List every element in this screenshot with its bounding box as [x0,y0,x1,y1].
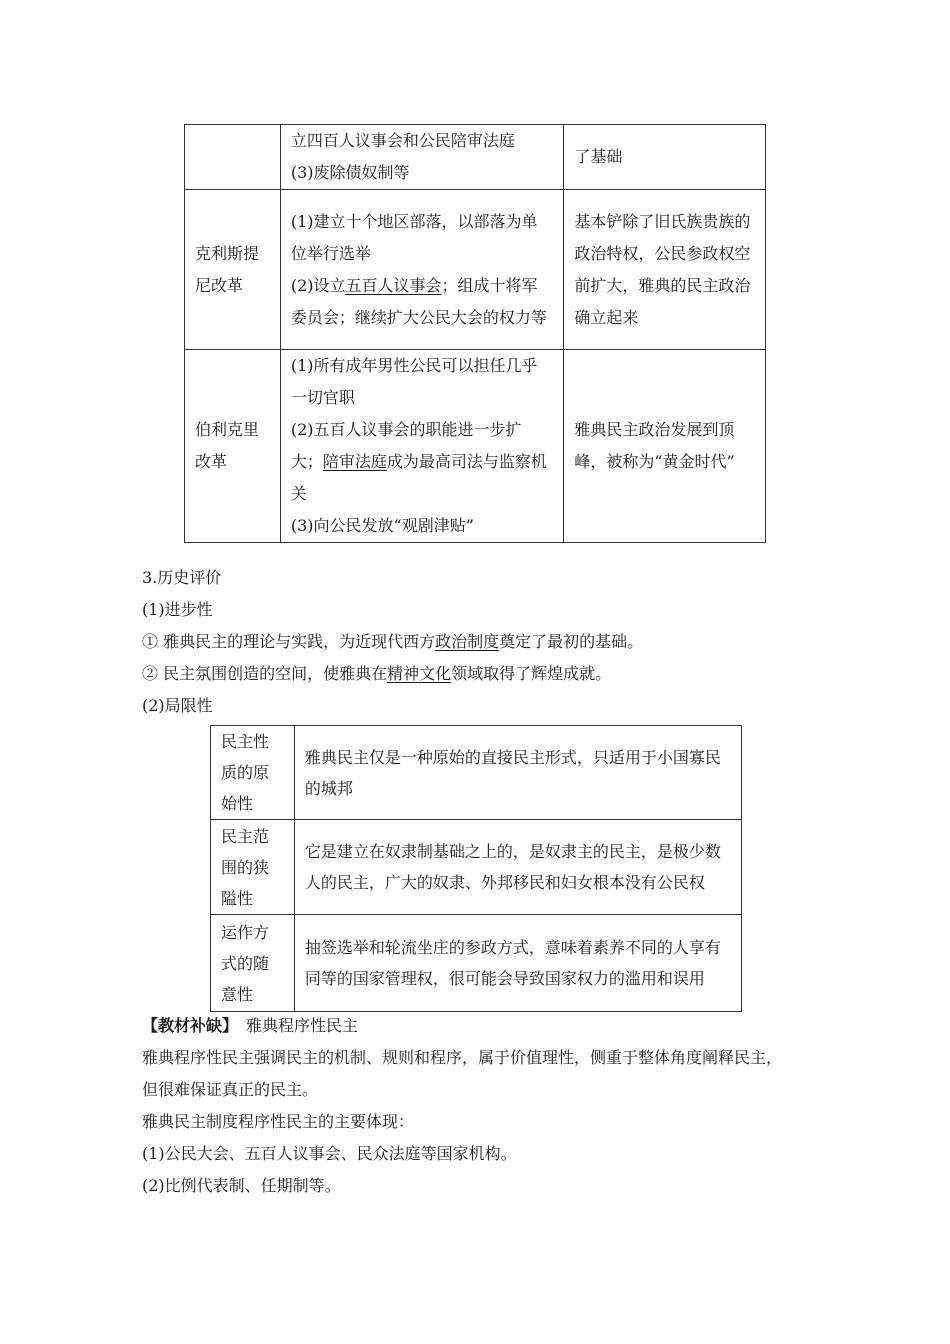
reform-table [184,124,766,543]
supplement-title: 雅典程序性民主 [246,1016,359,1035]
limit-desc-cell: 雅典民主仅是一种原始的直接民主形式，只适用于小国寡民的城邦 [294,726,741,820]
table-row [185,350,766,543]
reform-effect-cell: 基本铲除了旧氏族贵族的政治特权，公民参政权空前扩大，雅典的民主政治确立起来 [564,190,766,350]
reform-name-cell: 克利斯提尼改革 [185,190,281,350]
measure-item: (2)五百人议事会的职能进一步扩大；陪审法庭成为最高司法与监察机关 [290,420,547,503]
table-row [211,915,742,1012]
underlined-term: 政治制度 [435,632,500,651]
subheading-progressive: (1)进步性 [142,600,213,619]
table-row [185,190,766,350]
paragraph: (1)公民大会、五百人议事会、民众法庭等国家机构。 [142,1144,517,1163]
underlined-term: 精神文化 [387,664,452,683]
measure-item: (3)向公民发放“观剧津贴” [290,516,474,535]
paragraph: 雅典程序性民主强调民主的机制、规则和程序，属于价值理性，侧重于整体角度阐释民主， [142,1048,783,1067]
underlined-term: 陪审法庭 [322,452,387,471]
paragraph: ② 民主氛围创造的空间，使雅典在精神文化领域取得了辉煌成就。 [142,664,612,683]
paragraph: 雅典民主制度程序性民主的主要体现： [142,1112,415,1131]
measure-item: (2)设立五百人议事会；组成十将军委员会；继续扩大公民大会的权力等 [290,275,547,327]
reform-effect-cell: 雅典民主政治发展到顶峰，被称为“黄金时代” [564,350,766,543]
measure-line: (3)废除债奴制等 [290,163,410,182]
measure-item: (1)建立十个地区部落，以部落为单位举行选举 [290,211,538,263]
limit-name-cell: 民主范围的狭隘性 [211,820,295,915]
table-row [185,125,766,190]
limitations-table [210,725,742,1012]
limit-desc-cell: 抽签选举和轮流坐庄的参政方式，意味着素养不同的人享有同等的国家管理权，很可能会导致国家权力的滥用和误用 [294,915,741,1012]
subheading-limitations: (2)局限性 [142,696,213,715]
table-row [211,726,742,820]
paragraph: ① 雅典民主的理论与实践，为近现代西方政治制度奠定了最初的基础。 [142,632,644,651]
section-heading: 3.历史评价 [142,568,222,587]
limit-desc-cell: 它是建立在奴隶制基础之上的，是奴隶主的民主，是极少数人的民主，广大的奴隶、外邦移民和妇女根本没有公民权 [294,820,741,915]
limit-name-cell: 民主性质的原始性 [211,726,295,820]
measure-line: 立四百人议事会和公民陪审法庭 [290,131,515,150]
paragraph: (2)比例代表制、任期制等。 [142,1176,341,1195]
paragraph: 但很难保证真正的民主。 [142,1080,319,1099]
supplement-tag: 【教材补缺】 [142,1016,239,1035]
reform-measures-cell [280,350,563,543]
measure-item: (1)所有成年男性公民可以担任几乎一切官职 [290,356,538,407]
reform-measures-cell [280,125,563,190]
supplement-heading [142,1010,358,1042]
reform-measures-cell [280,190,563,350]
limit-name-cell: 运作方式的随意性 [211,915,295,1012]
underlined-term: 五百人议事会 [345,275,442,295]
reform-name-cell: 伯利克里改革 [185,350,281,543]
table-row [211,820,742,915]
reform-name-cell [185,125,281,190]
reform-effect-cell: 了基础 [564,125,766,190]
